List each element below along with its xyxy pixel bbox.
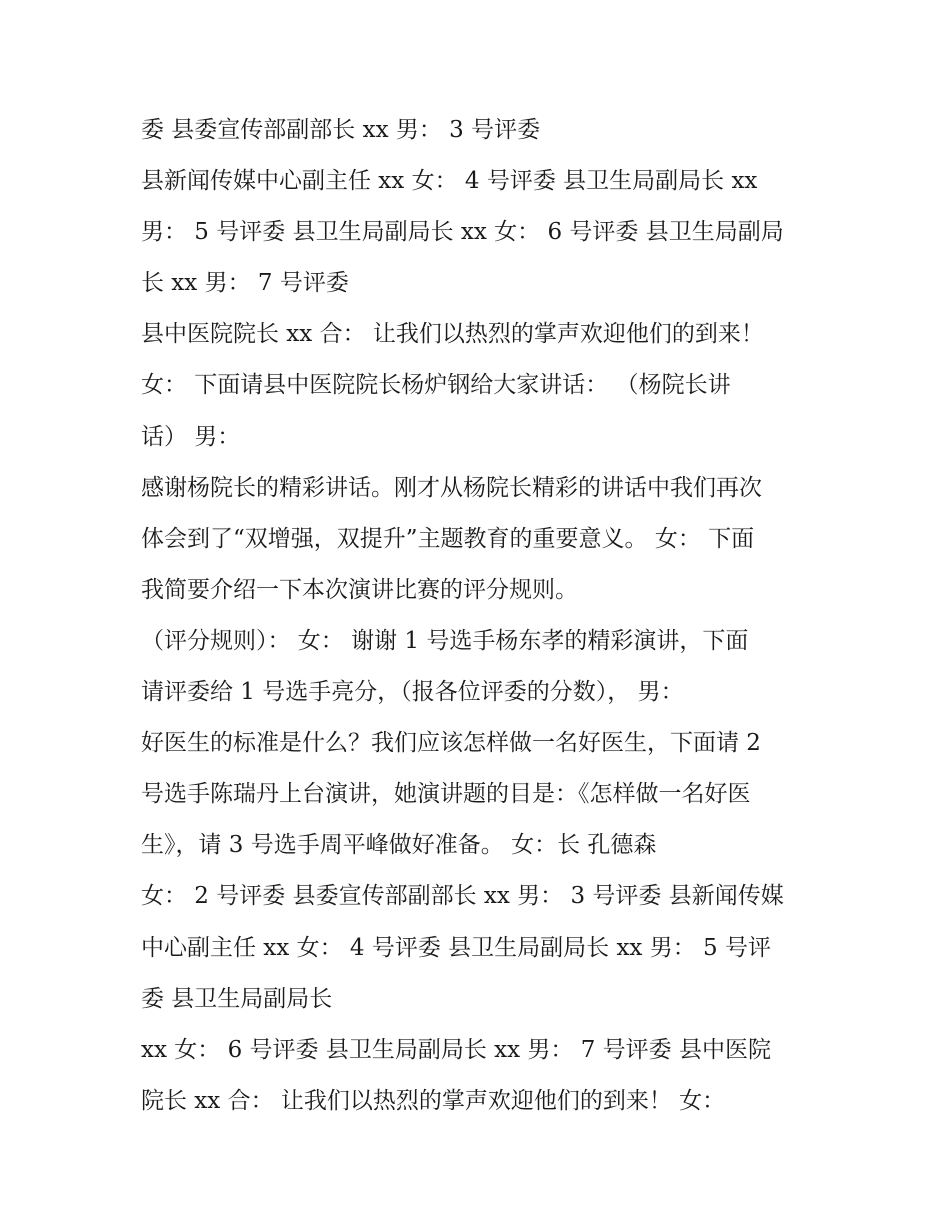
text-line: 委 县卫生局副局长	[141, 985, 333, 1012]
text-line: 体会到了“双增强，双提升”主题教育的重要意义。 女： 下面	[141, 525, 755, 552]
text-line: 女： 下面请县中医院院长杨炉钢给大家讲话： （杨院长讲	[141, 372, 731, 399]
text-line: 男： 5 号评委 县卫生局副局长 xx 女： 6 号评委 县卫生局副局	[141, 219, 784, 246]
text-line: 县中医院院长 xx 合： 让我们以热烈的掌声欢迎他们的到来！	[141, 321, 764, 348]
text-line: 县新闻传媒中心副主任 xx 女： 4 号评委 县卫生局副局长 xx	[141, 168, 758, 195]
text-line: 中心副主任 xx 女： 4 号评委 县卫生局副局长 xx 男： 5 号评	[141, 934, 771, 961]
text-line: 长 xx 男： 7 号评委	[141, 270, 349, 297]
document-body	[141, 108, 821, 1130]
text-line: 请评委给 1 号选手亮分，（报各位评委的分数）， 男：	[141, 679, 684, 706]
text-line: 话） 男：	[141, 423, 241, 450]
text-line: 院长 xx 合： 让我们以热烈的掌声欢迎他们的到来！ 女：	[141, 1087, 726, 1114]
text-line: 号选手陈瑞丹上台演讲，她演讲题的目是：《怎样做一名好医	[141, 781, 751, 808]
text-line: 我简要介绍一下本次演讲比赛的评分规则。	[141, 576, 578, 603]
text-line: 好医生的标准是什么？我们应该怎样做一名好医生，下面请 2	[141, 730, 761, 757]
text-line: （评分规则）： 女： 谢谢 1 号选手杨东孝的精彩演讲，下面	[141, 627, 749, 654]
text-line: xx 女： 6 号评委 县卫生局副局长 xx 男： 7 号评委 县中医院	[141, 1036, 771, 1063]
text-line: 感谢杨院长的精彩讲话。刚才从杨院长精彩的讲话中我们再次	[141, 474, 762, 501]
text-line: 生》，请 3 号选手周平峰做好准备。 女：长 孔德森	[141, 832, 657, 859]
text-line: 女： 2 号评委 县委宣传部副部长 xx 男： 3 号评委 县新闻传媒	[141, 883, 784, 910]
text-line: 委 县委宣传部副部长 xx 男： 3 号评委	[141, 117, 541, 143]
